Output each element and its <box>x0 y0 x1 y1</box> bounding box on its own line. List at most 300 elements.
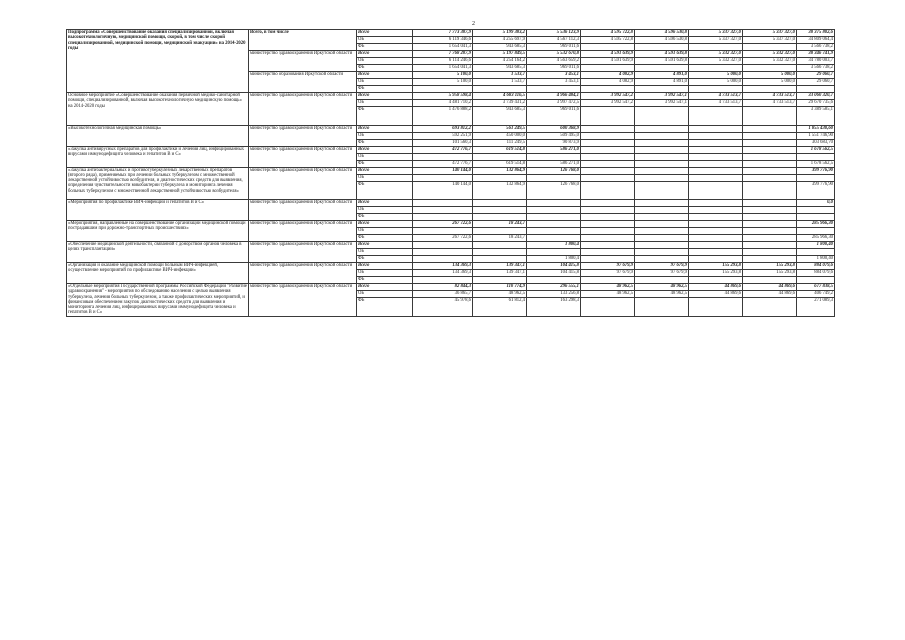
funding-source-cell: ОБ <box>357 58 413 65</box>
amount-cell: 586 271,0 <box>527 146 581 153</box>
amount-total-cell: 33 060 320,7 <box>797 93 835 100</box>
amount-cell <box>527 277 581 284</box>
amount-cell: 5 000,0 <box>689 79 743 86</box>
amount-cell: 110 774,9 <box>473 284 527 291</box>
budget-table <box>66 29 835 317</box>
amount-cell: 943 685,3 <box>473 107 527 126</box>
amount-total-cell: 884 079,6 <box>797 270 835 277</box>
amount-cell <box>689 86 743 93</box>
amount-cell <box>743 228 797 235</box>
amount-cell <box>581 249 635 256</box>
amount-cell <box>473 207 527 214</box>
amount-cell <box>743 207 797 214</box>
amount-total-cell <box>797 174 835 181</box>
amount-cell: 139 347,1 <box>473 263 527 270</box>
amount-cell <box>413 256 473 263</box>
funding-source-cell: ФБ <box>357 160 413 167</box>
amount-cell <box>413 174 473 181</box>
amount-cell: 155 293,8 <box>689 270 743 277</box>
amount-total-cell: 34 780 003,7 <box>797 58 835 65</box>
amount-cell <box>581 200 635 207</box>
amount-cell: 48 962,5 <box>581 284 635 291</box>
amount-cell <box>743 277 797 284</box>
amount-cell: 5 000,0 <box>743 79 797 86</box>
amount-cell <box>473 200 527 207</box>
funding-source-cell: Всего <box>357 200 413 207</box>
amount-cell <box>473 174 527 181</box>
table-row <box>67 221 835 228</box>
amount-cell <box>635 139 689 146</box>
amount-cell: 4 891,0 <box>635 72 689 79</box>
amount-cell: 1 476 888,2 <box>413 107 473 126</box>
amount-cell: 5 100,0 <box>413 79 473 86</box>
amount-total-cell: 399 776,90 <box>797 181 835 200</box>
amount-cell: 126 768,0 <box>527 181 581 200</box>
funding-source-cell: ФБ <box>357 256 413 263</box>
amount-cell: 4 255 697,9 <box>473 37 527 44</box>
amount-cell: 155 293,8 <box>689 263 743 270</box>
amount-total-cell: 1 855 430,60 <box>797 125 835 132</box>
funding-source-cell: Всего <box>357 72 413 79</box>
amount-cell <box>743 256 797 263</box>
amount-cell <box>581 65 635 72</box>
amount-cell: 5 199 383,2 <box>473 30 527 37</box>
amount-cell: 18 243,7 <box>473 235 527 242</box>
amount-cell: 5 000,0 <box>689 72 743 79</box>
amount-cell <box>581 181 635 200</box>
funding-source-cell: ОБ <box>357 100 413 107</box>
amount-cell <box>743 86 797 93</box>
amount-cell: 140 144,0 <box>413 181 473 200</box>
funding-source-cell: ОБ <box>357 79 413 86</box>
amount-cell <box>689 298 743 317</box>
amount-cell <box>413 153 473 160</box>
amount-cell <box>635 160 689 167</box>
program-name-cell: «Отдельные мероприятия Государственной программы Российской Федерации "Развитие здравоохранения" - мероприятия по обследованию населения с целью выявления туберкулеза, лечения больных туберкулезом, а также профилактических мероприятий, и финансовым обеспечением закупок диагностических средств для выявления и мониторинга лечения лиц, инфицированных вирусами иммунодефицита человека и гепатитов В и С» <box>68 284 247 316</box>
amount-cell <box>743 181 797 200</box>
amount-cell: 3 453,1 <box>527 72 581 79</box>
amount-total-cell <box>797 207 835 214</box>
amount-cell: 296 555,1 <box>527 284 581 291</box>
amount-cell <box>527 221 581 228</box>
amount-cell: 104 415,8 <box>527 270 581 277</box>
amount-total-cell: 3 566 738,2 <box>797 44 835 51</box>
amount-total-cell: 399 776,90 <box>797 167 835 174</box>
amount-cell <box>581 86 635 93</box>
amount-cell <box>743 125 797 132</box>
amount-cell <box>581 44 635 51</box>
amount-cell <box>527 235 581 242</box>
amount-cell: 600 368,9 <box>527 125 581 132</box>
amount-cell <box>473 153 527 160</box>
amount-cell: 1 533,7 <box>473 79 527 86</box>
amount-cell: 45 978,6 <box>413 298 473 317</box>
amount-cell <box>689 125 743 132</box>
amount-total-cell: 34 809 064,4 <box>797 37 835 44</box>
amount-cell <box>581 277 635 284</box>
table-row <box>67 242 835 249</box>
amount-cell: 97 679,9 <box>635 263 689 270</box>
amount-cell: 97 679,9 <box>581 263 635 270</box>
amount-cell <box>689 65 743 72</box>
amount-total-cell: 3 389 585,1 <box>797 107 835 126</box>
amount-cell: 693 812,2 <box>413 125 473 132</box>
amount-cell <box>689 174 743 181</box>
funding-source-cell: Всего <box>357 93 413 100</box>
program-name-cell: «Закупка антивирусных препаратов для профилактики и лечения лиц, инфицированных вирусами иммунодефицита человека и гепатитов В и С» <box>67 146 249 167</box>
table-row <box>67 146 835 153</box>
amount-cell <box>581 242 635 249</box>
amount-cell: 3 992 547,1 <box>635 100 689 107</box>
amount-cell: 5 100,0 <box>413 72 473 79</box>
amount-cell: 4 733 513,7 <box>689 93 743 100</box>
amount-total-cell <box>797 153 835 160</box>
amount-cell <box>527 228 581 235</box>
amount-cell <box>689 181 743 200</box>
program-name-cell: «Высокотехнологичная медицинская помощь» <box>67 125 249 146</box>
amount-cell <box>635 65 689 72</box>
amount-cell <box>689 249 743 256</box>
program-name-cell: «Организация и оказание медицинской помощи больным ВИЧ-инфекцией, осуществление мероприятий по профилактике ВИЧ-инфекции» <box>67 263 249 284</box>
amount-cell: 1 800,4 <box>527 242 581 249</box>
amount-cell: 3 992 547,2 <box>581 100 635 107</box>
program-name-cell: «Закупка антибактериальных и противотуберкулезных лекарственных препаратов (второго ряда), применяемых при лечении больных туберкулезом с множественной лекарственной устойчивостью возбудителя, и диагностических средств для выявления, определения чувствительности микобактерии туберкулеза и мониторинга лечения больных туберкулезом с множественной лекарственной устойчивостью возбудителя» <box>67 167 249 200</box>
amount-cell: 1 533,7 <box>473 72 527 79</box>
amount-total-cell: 29 060,7 <box>797 72 835 79</box>
amount-cell: 5 337 327,0 <box>689 37 743 44</box>
amount-cell: 4 596 530,8 <box>635 37 689 44</box>
amount-cell <box>473 214 527 221</box>
amount-cell: 163 298,3 <box>527 298 581 317</box>
funding-source-cell: Всего <box>357 30 413 37</box>
program-name-cell: Основное мероприятие «Совершенствование оказания первичной медико-санитарной помощи, специализированной, включая высокотехнологичную медицинскую помощь» на 2014-2020 годы <box>67 93 249 126</box>
amount-cell <box>743 174 797 181</box>
amount-cell: 4 567 112,3 <box>527 37 581 44</box>
page-number: 2 <box>472 21 475 27</box>
amount-cell <box>473 86 527 93</box>
amount-cell <box>635 242 689 249</box>
amount-total-cell: 303 683,70 <box>797 139 835 146</box>
funding-source-cell: Всего <box>357 263 413 270</box>
amount-cell <box>473 249 527 256</box>
amount-cell <box>635 167 689 174</box>
funding-source-cell: ОБ <box>357 174 413 181</box>
amount-cell: 1 800,4 <box>527 256 581 263</box>
responsible-cell: министерство здравоохранения Иркутской области <box>249 93 357 126</box>
amount-cell: 5 536 123,9 <box>527 30 581 37</box>
program-name-cell: «Мероприятия, направленные на совершенствование организации медицинской помощи пострадавшим при дорожно-транспортных происшествиях» <box>67 221 249 242</box>
amount-cell <box>689 256 743 263</box>
amount-cell <box>743 132 797 139</box>
amount-cell <box>743 160 797 167</box>
amount-total-cell: 285 966,30 <box>797 235 835 242</box>
amount-cell: 44 869,6 <box>689 284 743 291</box>
amount-cell <box>527 249 581 256</box>
amount-cell <box>689 277 743 284</box>
amount-total-cell: 1 800,40 <box>797 256 835 263</box>
amount-cell: 44 869,6 <box>743 291 797 298</box>
responsible-cell: министерство здравоохранения Иркутской области <box>249 146 357 167</box>
amount-cell <box>743 167 797 174</box>
table-row <box>67 167 835 174</box>
responsible-cell: министерство здравоохранения Иркутской области <box>249 125 357 146</box>
table-row <box>67 284 835 291</box>
amount-cell <box>635 207 689 214</box>
funding-source-cell: Всего <box>357 242 413 249</box>
amount-cell: 561 249,5 <box>473 125 527 132</box>
amount-cell <box>635 153 689 160</box>
amount-cell <box>635 86 689 93</box>
amount-cell <box>635 174 689 181</box>
amount-cell <box>581 256 635 263</box>
amount-total-cell: 0,0 <box>797 200 835 207</box>
amount-cell: 97 679,9 <box>635 270 689 277</box>
amount-cell <box>413 228 473 235</box>
amount-cell: 139 347,1 <box>473 270 527 277</box>
funding-source-cell: ОБ <box>357 132 413 139</box>
amount-cell: 5 332 327,0 <box>689 51 743 58</box>
amount-cell: 969 011,6 <box>527 65 581 72</box>
amount-cell <box>635 181 689 200</box>
funding-source-cell: ФБ <box>357 139 413 146</box>
amount-cell <box>635 249 689 256</box>
amount-cell: 155 293,8 <box>743 263 797 270</box>
table-row <box>67 93 835 100</box>
amount-cell <box>635 125 689 132</box>
responsible-cell: министерство здравоохранения Иркутской области <box>249 242 357 263</box>
amount-cell <box>689 235 743 242</box>
amount-total-cell: 1 678 562,5 <box>797 160 835 167</box>
amount-cell <box>581 160 635 167</box>
amount-cell: 132 864,9 <box>473 181 527 200</box>
amount-cell <box>581 125 635 132</box>
amount-cell: 134 369,3 <box>413 270 473 277</box>
amount-cell: 4 595 722,8 <box>581 37 635 44</box>
amount-cell: 4 254 164,2 <box>473 58 527 65</box>
amount-total-cell: 1 551 746,90 <box>797 132 835 139</box>
amount-cell <box>413 86 473 93</box>
funding-source-cell: ОБ <box>357 207 413 214</box>
amount-cell <box>635 146 689 153</box>
responsible-cell: министерство образования Иркутской области <box>249 72 357 93</box>
amount-cell: 5 337 327,0 <box>743 37 797 44</box>
funding-source-cell: Всего <box>357 125 413 132</box>
amount-cell <box>689 242 743 249</box>
funding-source-cell: Всего <box>357 221 413 228</box>
amount-cell <box>743 139 797 146</box>
amount-cell <box>689 107 743 126</box>
amount-cell <box>743 153 797 160</box>
amount-cell <box>689 153 743 160</box>
funding-source-cell: ФБ <box>357 235 413 242</box>
responsible-cell: министерство здравоохранения Иркутской области <box>249 200 357 221</box>
amount-cell: 155 293,8 <box>743 270 797 277</box>
amount-cell: 3 453,1 <box>527 79 581 86</box>
amount-cell <box>635 235 689 242</box>
amount-cell <box>527 207 581 214</box>
responsible-cell: министерство здравоохранения Иркутской области <box>249 263 357 284</box>
amount-cell: 48 962,5 <box>473 291 527 298</box>
amount-cell: 267 722,6 <box>413 235 473 242</box>
amount-cell <box>689 167 743 174</box>
amount-cell: 5 197 849,5 <box>473 51 527 58</box>
funding-source-cell: ОБ <box>357 249 413 256</box>
amount-cell: 90 873,9 <box>527 139 581 146</box>
amount-cell <box>581 221 635 228</box>
amount-cell: 4 733 513,7 <box>743 93 797 100</box>
amount-total-cell: 884 079,6 <box>797 263 835 270</box>
amount-cell <box>581 298 635 317</box>
amount-cell <box>635 200 689 207</box>
funding-source-cell: ОБ <box>357 37 413 44</box>
amount-cell: 472 776,7 <box>413 160 473 167</box>
amount-cell <box>527 174 581 181</box>
funding-source-cell: ОБ <box>357 291 413 298</box>
amount-cell <box>635 228 689 235</box>
amount-cell <box>689 214 743 221</box>
amount-total-cell: 29 670 735,6 <box>797 100 835 107</box>
funding-source-cell: ФБ <box>357 214 413 221</box>
amount-cell <box>413 249 473 256</box>
amount-cell <box>581 132 635 139</box>
funding-source-cell: ФБ <box>357 44 413 51</box>
amount-cell <box>743 65 797 72</box>
amount-cell <box>413 214 473 221</box>
amount-cell <box>527 153 581 160</box>
amount-cell: 619 514,8 <box>473 160 527 167</box>
amount-cell: 5 337 327,0 <box>743 30 797 37</box>
amount-cell <box>635 214 689 221</box>
amount-cell: 4 591 639,8 <box>635 51 689 58</box>
responsible-cell: министерство здравоохранения Иркутской области <box>249 284 357 317</box>
amount-cell: 5 332 327,0 <box>743 51 797 58</box>
amount-cell: 1 654 041,3 <box>413 65 473 72</box>
amount-total-cell: 271 089,3 <box>797 298 835 317</box>
funding-source-cell: ФБ <box>357 86 413 93</box>
amount-cell <box>581 228 635 235</box>
amount-cell <box>581 235 635 242</box>
amount-cell: 4 563 659,2 <box>527 58 581 65</box>
amount-total-cell: 3 566 738,2 <box>797 65 835 72</box>
amount-total-cell <box>797 249 835 256</box>
amount-cell <box>743 214 797 221</box>
responsible-cell: министерство здравоохранения Иркутской области <box>249 167 357 200</box>
amount-cell <box>635 277 689 284</box>
amount-cell <box>635 221 689 228</box>
amount-cell <box>581 207 635 214</box>
amount-cell <box>581 107 635 126</box>
amount-cell: 18 243,7 <box>473 221 527 228</box>
amount-cell <box>527 200 581 207</box>
amount-cell <box>581 146 635 153</box>
amount-cell: 943 685,3 <box>473 44 527 51</box>
amount-cell: 5 337 327,0 <box>689 30 743 37</box>
amount-cell: 4 591 639,9 <box>581 51 635 58</box>
amount-cell: 4 082,9 <box>581 79 635 86</box>
amount-total-cell <box>797 277 835 284</box>
amount-cell: 126 768,0 <box>527 167 581 174</box>
amount-cell: 7 768 287,9 <box>413 51 473 58</box>
table-row <box>67 263 835 270</box>
amount-total-cell: 38 375 802,6 <box>797 30 835 37</box>
amount-cell: 592 251,9 <box>413 132 473 139</box>
amount-cell: 509 495,0 <box>527 132 581 139</box>
amount-cell: 5 332 327,0 <box>689 58 743 65</box>
funding-source-cell: Всего <box>357 167 413 174</box>
amount-cell: 5 332 327,0 <box>743 58 797 65</box>
amount-cell: 619 514,8 <box>473 146 527 153</box>
amount-cell <box>743 44 797 51</box>
amount-cell <box>689 160 743 167</box>
amount-cell: 140 144,0 <box>413 167 473 174</box>
amount-cell: 4 481 710,2 <box>413 100 473 107</box>
funding-source-cell: ФБ <box>357 107 413 126</box>
amount-cell: 4 733 513,7 <box>743 100 797 107</box>
amount-cell: 4 595 722,8 <box>581 30 635 37</box>
amount-cell: 4 683 116,5 <box>473 93 527 100</box>
funding-source-cell: ФБ <box>357 65 413 72</box>
amount-cell: 101 560,3 <box>413 139 473 146</box>
amount-cell <box>527 86 581 93</box>
amount-cell <box>689 228 743 235</box>
amount-cell <box>743 249 797 256</box>
amount-cell <box>635 256 689 263</box>
amount-cell: 48 962,5 <box>581 291 635 298</box>
amount-cell <box>581 139 635 146</box>
amount-cell <box>743 242 797 249</box>
amount-total-cell <box>797 214 835 221</box>
amount-cell: 969 011,6 <box>527 107 581 126</box>
amount-cell <box>689 221 743 228</box>
amount-cell: 586 271,0 <box>527 160 581 167</box>
funding-source-cell: ОБ <box>357 228 413 235</box>
amount-cell: 133 256,8 <box>527 291 581 298</box>
amount-cell <box>581 167 635 174</box>
amount-cell <box>743 298 797 317</box>
amount-cell: 134 369,3 <box>413 263 473 270</box>
amount-cell <box>635 44 689 51</box>
funding-source-cell: Всего <box>357 146 413 153</box>
amount-cell: 5 000,0 <box>743 72 797 79</box>
responsible-cell: Всего, в том числе <box>249 30 357 51</box>
amount-total-cell <box>797 86 835 93</box>
amount-cell <box>413 207 473 214</box>
amount-cell: 82 844,3 <box>413 284 473 291</box>
amount-cell <box>473 228 527 235</box>
amount-cell: 48 962,5 <box>635 291 689 298</box>
amount-cell: 61 812,4 <box>473 298 527 317</box>
funding-source-cell: ФБ <box>357 181 413 200</box>
amount-cell <box>743 235 797 242</box>
amount-total-cell: 406 749,2 <box>797 291 835 298</box>
program-name-cell: Подпрограмма «Совершенствование оказания специализированной, включая высокотехнологичную, медицинской помощи, скорой, в том числе скорой специализированной, медицинской помощи, медицинской эвакуации» на 2014-2020 годы <box>67 30 249 93</box>
funding-source-cell: ФБ <box>357 298 413 317</box>
amount-cell: 5 958 598,4 <box>413 93 473 100</box>
amount-cell: 3 739 431,2 <box>473 100 527 107</box>
amount-cell: 4 591 639,9 <box>581 58 635 65</box>
amount-cell <box>581 214 635 221</box>
amount-cell <box>413 200 473 207</box>
amount-cell: 36 865,7 <box>413 291 473 298</box>
funding-source-cell: Всего <box>357 51 413 58</box>
amount-cell: 1 654 041,3 <box>413 44 473 51</box>
amount-cell: 6 114 246,6 <box>413 58 473 65</box>
amount-cell <box>743 221 797 228</box>
amount-cell <box>581 153 635 160</box>
amount-cell <box>581 174 635 181</box>
amount-cell: 3 992 547,2 <box>581 93 635 100</box>
amount-total-cell: 1 678 562,5 <box>797 146 835 153</box>
